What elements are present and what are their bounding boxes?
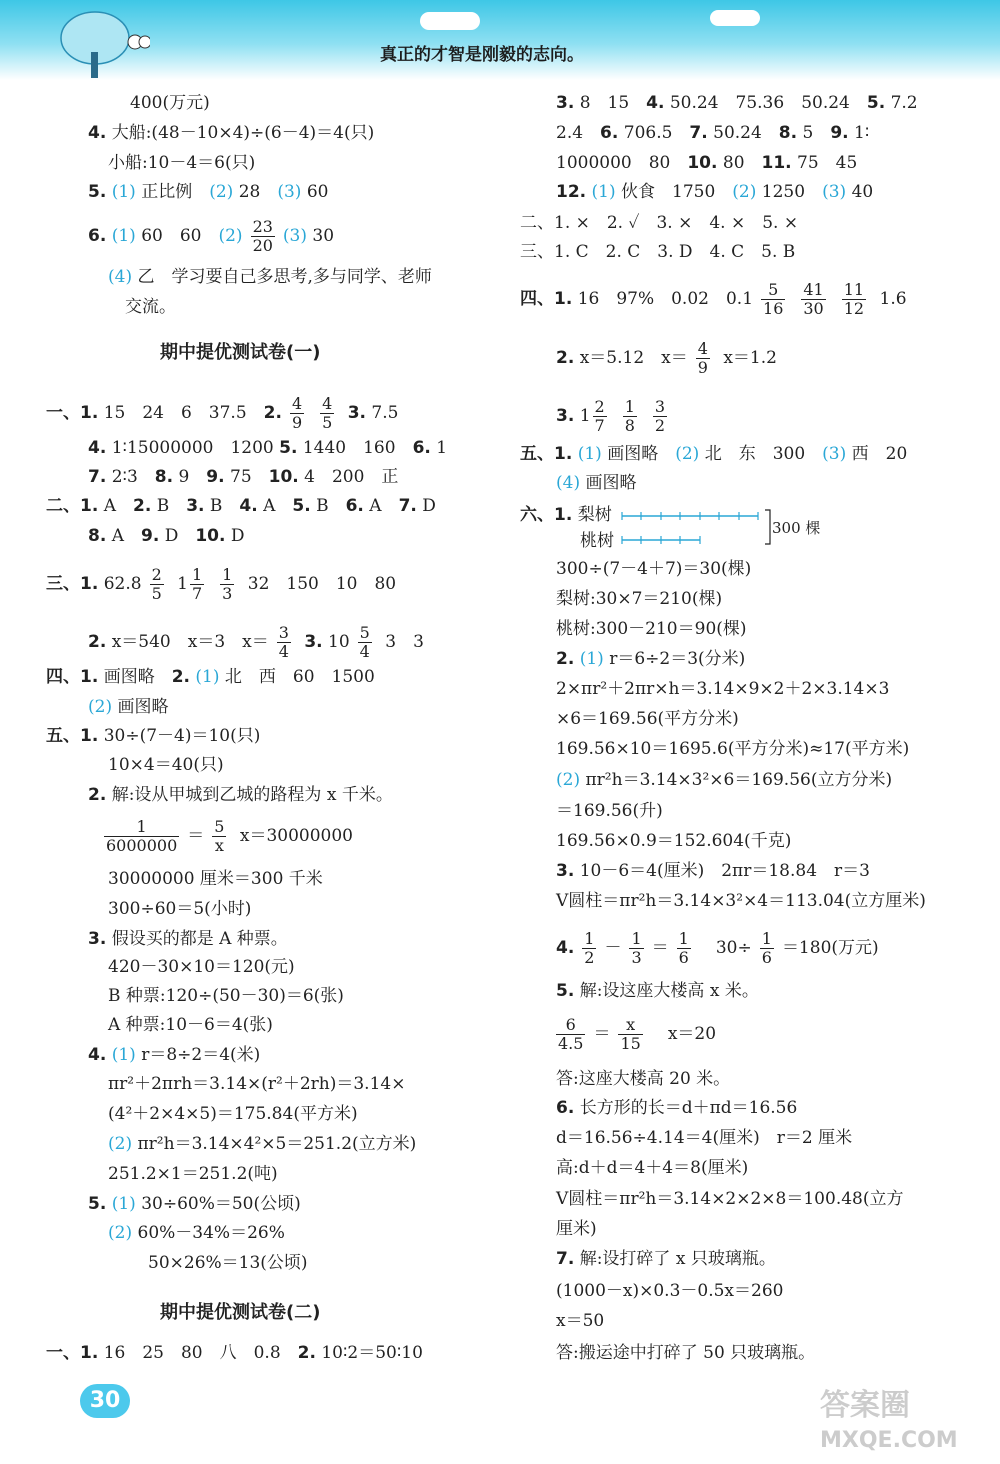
fraction: $\frac{1}{6}$ bbox=[678, 929, 689, 967]
answer-line: 小船:10－4＝6(只) bbox=[108, 153, 256, 173]
fraction: $\frac{3}{4}$ bbox=[278, 623, 289, 661]
answer-line: 2.4 6. 706.5 7. 50.24 8. 5 9. 1∶ bbox=[556, 123, 870, 143]
answer-line: 10×4＝40(只) bbox=[108, 755, 224, 775]
answer-line: 六、1. 梨树 bbox=[520, 505, 612, 525]
answer-line: 5. 解:设这座大楼高 x 米。 bbox=[556, 981, 759, 1001]
answer-text: 60 60 bbox=[141, 226, 202, 246]
answer-line: B 种票:120÷(50－30)＝6(张) bbox=[108, 986, 344, 1006]
answer-line: 3. 1 $\frac{2}{7}$ $\frac{1}{8}$ $\frac{3}{2}$ bbox=[556, 397, 666, 435]
answer-line: 169.56×0.9＝152.604(千克) bbox=[556, 831, 792, 851]
answer-line: 30000000 厘米＝300 千米 bbox=[108, 869, 323, 889]
answer-line: 2. x＝540 x＝3 x＝ $\frac{3}{4}$ 3. 10 $\frac{5}{4}$ 3 3 bbox=[88, 623, 424, 661]
fraction: $\frac{11}{12}$ bbox=[843, 280, 865, 318]
answer-line: 5. (1) 30÷60%＝50(公顷) bbox=[88, 1194, 301, 1214]
answer-line: $\frac{6}{4.5}$ ＝ $\frac{x}{15}$ x＝20 bbox=[558, 1015, 717, 1053]
watermark-url: MXQE.COM bbox=[820, 1428, 958, 1453]
answer-line: x＝50 bbox=[556, 1311, 605, 1331]
answer-text: 30 bbox=[312, 226, 335, 246]
answer-text: 4 200 正 bbox=[304, 467, 399, 487]
answer-line: 1000000 80 10. 80 11. 75 45 bbox=[556, 153, 858, 173]
answer-line: 300÷60＝5(小时) bbox=[108, 899, 252, 919]
answer-line: 7. 2∶3 8. 9 9. 75 10. 4 200 正 bbox=[88, 467, 399, 487]
fraction: $\frac{41}{30}$ bbox=[803, 280, 824, 318]
cloud-decoration bbox=[420, 12, 480, 30]
fraction: $\frac{x}{15}$ bbox=[620, 1015, 641, 1053]
fraction: $\frac{4}{5}$ bbox=[322, 394, 333, 432]
answer-text: 15 24 6 37.5 bbox=[103, 403, 247, 423]
answer-line: 一、1. 15 24 6 37.5 2. $\frac{4}{9}$ $\frac{4}{5}$ 3. 7.5 bbox=[46, 394, 399, 432]
line-segment-diagram bbox=[620, 504, 780, 548]
answer-line: (2) 画图略 bbox=[88, 697, 169, 717]
fraction: $\frac{1}{2}$ bbox=[584, 929, 595, 967]
fraction: $\frac{5}{4}$ bbox=[359, 623, 370, 661]
section-title: 期中提优测试卷(二) bbox=[160, 1302, 321, 1323]
answer-text: 75 bbox=[230, 467, 252, 487]
answer-line: 高:d＋d＝4＋4＝8(厘米) bbox=[556, 1158, 749, 1178]
answer-line: V圆柱＝πr²h＝3.14×3²×4＝113.04(立方厘米) bbox=[556, 891, 926, 911]
answer-line: 答:这座大楼高 20 米。 bbox=[556, 1069, 731, 1089]
answer-line: 二、1. A 2. B 3. B 4. A 5. B 6. A 7. D bbox=[46, 496, 436, 516]
answer-line: 169.56×10＝1695.6(平方分米)≈17(平方米) bbox=[556, 739, 910, 759]
page-slogan: 真正的才智是刚毅的志向。 bbox=[380, 45, 584, 65]
answer-line: (1000－x)×0.3－0.5x＝260 bbox=[556, 1281, 784, 1301]
answer-text: 正比例 bbox=[141, 182, 193, 202]
fraction: $\frac{4}{9}$ bbox=[697, 339, 708, 377]
answer-line: (2) πr²h＝3.14×4²×5＝251.2(立方米) bbox=[108, 1134, 417, 1154]
answer-line: 4. (1) r＝8÷2＝4(米) bbox=[88, 1045, 261, 1065]
answer-line: 6. 长方形的长＝d＋πd＝16.56 bbox=[556, 1098, 798, 1118]
answer-line: 答:搬运途中打碎了 50 只玻璃瓶。 bbox=[556, 1343, 816, 1363]
answer-line: 2. (1) r＝6÷2＝3(分米) bbox=[556, 649, 746, 669]
answer-line: d＝16.56÷4.14＝4(厘米) r＝2 厘米 bbox=[556, 1128, 853, 1148]
answer-line: (2) πr²h＝3.14×3²×6＝169.56(立方分米) bbox=[556, 770, 893, 790]
answer-line: A 种票:10－6＝4(张) bbox=[108, 1015, 273, 1035]
fraction: $\frac{5}{x}$ bbox=[214, 817, 225, 855]
fraction: $\frac{6}{4.5}$ bbox=[558, 1015, 584, 1053]
fraction: $\frac{4}{9}$ bbox=[291, 394, 303, 432]
answer-line: (2) 60%－34%＝26% bbox=[108, 1223, 285, 1243]
answer-text: 乙 学习要自己多思考,多与同学、老师 bbox=[137, 267, 432, 287]
fraction: $\frac{3}{2}$ bbox=[654, 397, 666, 435]
answer-line: 二、1. × 2. ✓ 3. × 4. × 5. × bbox=[520, 213, 799, 233]
answer-line: V圆柱＝πr²h＝3.14×2×2×8＝100.48(立方 bbox=[556, 1189, 904, 1209]
answer-line: 梨树:30×7＝210(棵) bbox=[556, 589, 723, 609]
answer-line: (4) 乙 学习要自己多思考,多与同学、老师 bbox=[108, 267, 432, 287]
answer-line: 2. 解:设从甲城到乙城的路程为 x 千米。 bbox=[88, 785, 393, 805]
answer-line: 400(万元) bbox=[130, 93, 210, 113]
answer-line: 桃树:300－210＝90(棵) bbox=[556, 619, 747, 639]
answer-line: 三、1. C 2. C 3. D 4. C 5. B bbox=[520, 242, 796, 262]
cloud-decoration bbox=[710, 10, 760, 26]
answer-line: 2×πr²＋2πr×h＝3.14×9×2＋2×3.14×3 bbox=[556, 679, 890, 699]
answer-line: 四、1. 16 97% 0.02 0.1 $\frac{5}{16}$ $\frac{41}{30}$ $\frac{11}{12}$ 1.6 bbox=[520, 280, 907, 318]
answer-line: (4) 画图略 bbox=[556, 473, 637, 493]
answer-text: 60 bbox=[306, 182, 329, 202]
answer-line: 3. 8 15 4. 50.24 75.36 50.24 5. 7.2 bbox=[556, 93, 918, 113]
answer-line: 桃树 bbox=[580, 531, 614, 551]
answer-text: 28 bbox=[238, 182, 261, 202]
answer-text: 1 bbox=[436, 438, 448, 458]
answer-line: 厘米) bbox=[556, 1219, 597, 1239]
answer-line: 四、1. 画图略 2. (1) 北 西 60 1500 bbox=[46, 667, 375, 687]
answer-line: 4. $\frac{1}{2}$ － $\frac{1}{3}$ ＝ $\frac{1}{6}$ 30÷ $\frac{1}{6}$ ＝180(万元) bbox=[556, 929, 879, 967]
page-number: 30 bbox=[80, 1384, 130, 1418]
answer-text: 2∶3 bbox=[111, 467, 138, 487]
answer-line: πr²＋2πrh＝3.14×(r²＋2rh)＝3.14× bbox=[108, 1074, 406, 1094]
answer-line: 一、1. 16 25 80 八 0.8 2. 10∶2＝50∶10 bbox=[46, 1343, 423, 1363]
answer-line: $\frac{1}{6000000}$ ＝ $\frac{5}{x}$ x＝30000000 bbox=[106, 817, 353, 855]
answer-line: (4²＋2×4×5)＝175.84(平方米) bbox=[108, 1104, 358, 1124]
answer-line: 五、1. (1) 画图略 (2) 北 东 300 (3) 西 20 bbox=[520, 444, 908, 464]
fraction: $\frac{1}{3}$ bbox=[222, 565, 233, 603]
answer-line: 4. 大船:(48－10×4)÷(6－4)＝4(只) bbox=[88, 123, 375, 143]
fraction: $\frac{1}{3}$ bbox=[631, 929, 642, 967]
answer-line: 三、1. 62.8 $\frac{2}{5}$ 1 $\frac{1}{7}$ $\frac{1}{3}$ 32 150 10 80 bbox=[46, 565, 397, 603]
answer-line: 251.2×1＝251.2(吨) bbox=[108, 1164, 278, 1184]
answer-line: 3. 假设买的都是 A 种票。 bbox=[88, 929, 288, 949]
answer-line: 7. 解:设打碎了 x 只玻璃瓶。 bbox=[556, 1249, 776, 1269]
fraction: $\frac{2}{7}$ bbox=[594, 397, 605, 435]
answer-line: 五、1. 30÷(7－4)＝10(只) bbox=[46, 726, 261, 746]
answer-line: 3. 10－6＝4(厘米) 2πr＝18.84 r＝3 bbox=[556, 861, 870, 881]
answer-line: 8. A 9. D 10. D bbox=[88, 526, 245, 546]
answer-text: 大船:(48－10×4)÷(6－4)＝4(只) bbox=[111, 123, 375, 143]
section-title: 期中提优测试卷(一) bbox=[160, 342, 321, 363]
fraction: $\frac{1}{7}$ bbox=[191, 565, 203, 603]
answer-line: 12. (1) 伙食 1750 (2) 1250 (3) 40 bbox=[556, 182, 874, 202]
answer-line: 300÷(7－4＋7)＝30(棵) bbox=[556, 559, 752, 579]
fraction: $\frac{1}{8}$ bbox=[624, 397, 635, 435]
fraction: $\frac{2}{5}$ bbox=[151, 565, 162, 603]
watermark-logo: 答案圈 bbox=[820, 1388, 910, 1423]
answer-line: ×6＝169.56(平方分米) bbox=[556, 709, 739, 729]
answer-line: 4. 1∶15000000 1200 5. 1440 160 6. 1 bbox=[88, 438, 448, 458]
answer-text: 9 bbox=[178, 467, 190, 487]
answer-line: 6. (1) 60 60 (2) $\frac{23}{20}$ (3) 30 bbox=[88, 217, 335, 255]
answer-line: ＝169.56(升) bbox=[556, 801, 663, 821]
fraction: $\frac{1}{6000000}$ bbox=[106, 817, 178, 855]
answer-line: 5. (1) 正比例 (2) 28 (3) 60 bbox=[88, 182, 329, 202]
page-header-banner bbox=[0, 0, 1000, 80]
answer-line: 420－30×10＝120(元) bbox=[108, 957, 295, 977]
fraction: $\frac{5}{16}$ bbox=[763, 280, 784, 318]
answer-line: 50×26%＝13(公顷) bbox=[148, 1253, 308, 1273]
diagram-label: 300 棵 bbox=[772, 519, 821, 537]
answer-line: 2. x＝5.12 x＝ $\frac{4}{9}$ x＝1.2 bbox=[556, 339, 777, 377]
answer-text: 7.5 bbox=[371, 403, 399, 423]
fraction: $\frac{1}{6}$ bbox=[761, 929, 772, 967]
fraction: $\frac{23}{20}$ bbox=[252, 217, 273, 255]
answer-text: 1440 160 bbox=[302, 438, 396, 458]
tree-illustration bbox=[55, 8, 150, 78]
answer-text: 1∶15000000 1200 bbox=[111, 438, 274, 458]
answer-line: 交流。 bbox=[125, 297, 176, 317]
